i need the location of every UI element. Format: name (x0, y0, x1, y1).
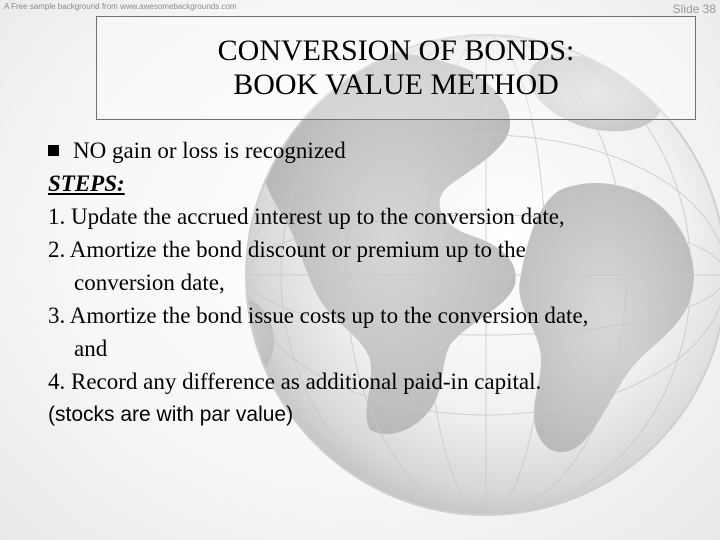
step-3-line-2: and (74, 336, 108, 361)
step-1: 1. Update the accrued interest up to the conversion date, (48, 204, 565, 229)
slide-number: Slide 38 (672, 2, 716, 16)
square-bullet-icon (48, 145, 59, 156)
title-box (96, 16, 696, 120)
step-3-line-1: 3. Amortize the bond issue costs up to the conversion date, (48, 303, 589, 328)
bullet-item (0, 134, 716, 167)
slide-body (0, 134, 716, 431)
steps-heading: STEPS: (48, 171, 125, 196)
bullet-text: NO gain or loss is recognized (73, 138, 346, 163)
title-line-2: BOOK VALUE METHOD (233, 68, 559, 101)
step-4: 4. Record any difference as additional paid-in capital. (48, 369, 542, 394)
par-value-note: (stocks are with par value) (48, 403, 294, 426)
title-line-1: CONVERSION OF BONDS: (217, 34, 575, 67)
step-2-line-2: conversion date, (74, 270, 225, 295)
background-credit: A Free sample background from www.awesomebackgrounds.com (4, 2, 237, 11)
step-2-line-1: 2. Amortize the bond discount or premium up to the (48, 237, 526, 262)
